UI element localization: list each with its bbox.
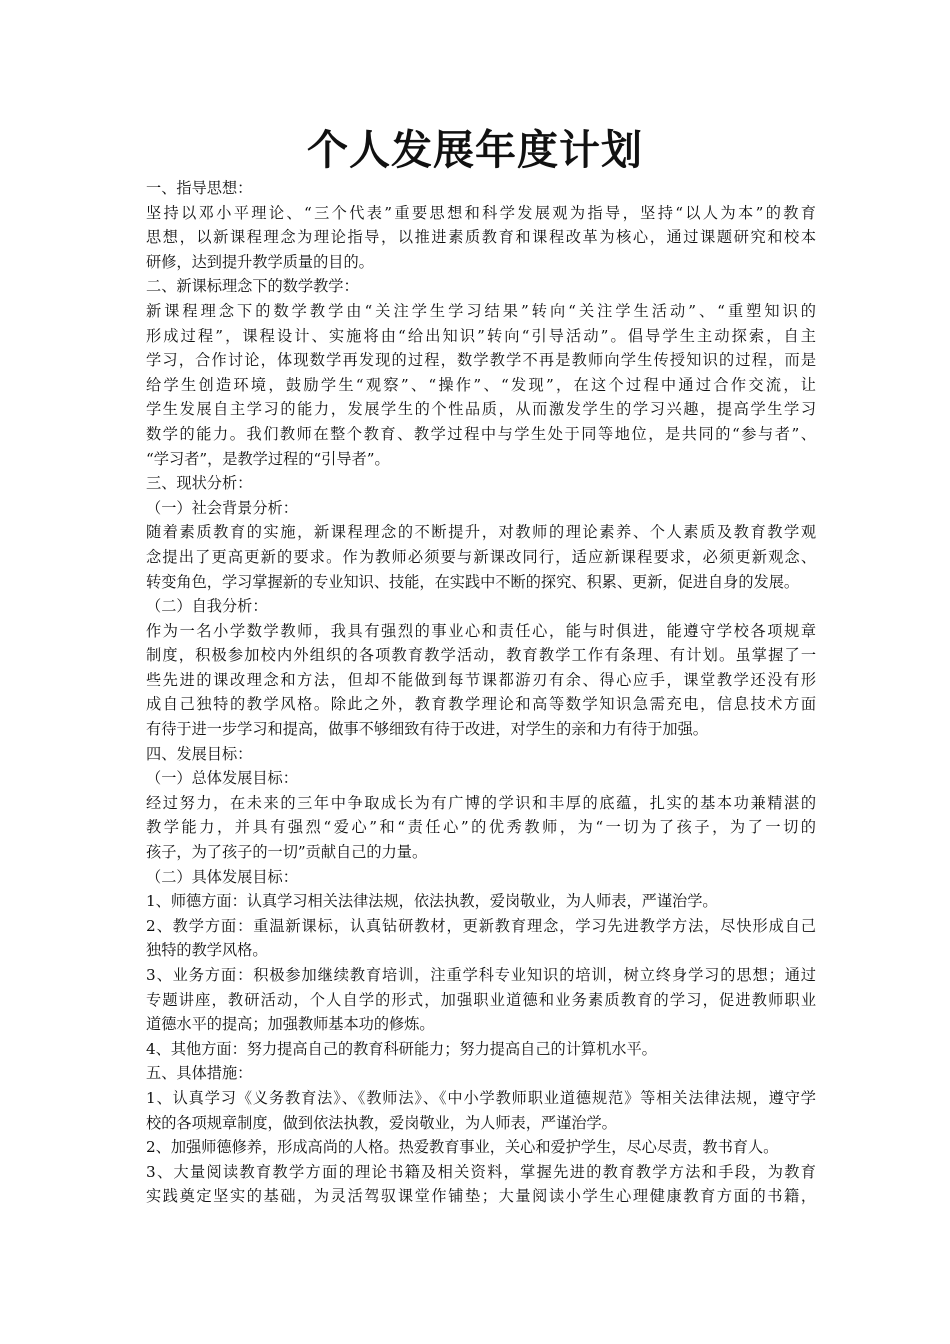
section-heading: （二）自我分析： xyxy=(146,597,268,616)
paragraph-line: 道德水平的提高；加强教师基本功的修炼。 xyxy=(146,1015,435,1034)
paragraph-line: 学习，合作讨论，体现数学再发现的过程，数学教学不再是教师向学生传授知识的过程，而是 xyxy=(146,351,816,370)
paragraph-line: 转变角色，学习掌握新的专业知识、技能，在实践中不断的探究、积累、更新，促进自身的发展。 xyxy=(146,572,800,591)
paragraph-line: 实践奠定坚实的基础，为灵活驾驭课堂作铺垫；大量阅读小学生心理健康教育方面的书籍， xyxy=(146,1187,816,1206)
paragraph-line: 3、业务方面：积极参加继续教育培训，注重学科专业知识的培训，树立终身学习的思想；通过 xyxy=(146,966,816,984)
paragraph-line: 思想，以新课程理念为理论指导，以推进素质教育和课程改革为核心，通过课题研究和校本 xyxy=(146,228,816,247)
section-heading: （一）总体发展目标： xyxy=(146,769,298,788)
paragraph-line: 数学的能力。我们教师在整个教育、教学过程中与学生处于同等地位，是共同的“参与者”、 xyxy=(146,424,816,443)
paragraph-line: 校的各项规章制度，做到依法执教，爱岗敬业，为人师表，严谨治学。 xyxy=(146,1113,617,1132)
paragraph-line: 念提出了更高更新的要求。作为教师必须要与新课改同行，适应新课程要求，必须更新观念、 xyxy=(146,547,816,566)
paragraph-line: 有待于进一步学习和提高，做事不够细致有待于改进，对学生的亲和力有待于加强。 xyxy=(146,720,708,739)
section-heading: 二、新课标理念下的数学教学： xyxy=(146,277,359,296)
paragraph-line: 研修，达到提升教学质量的目的。 xyxy=(146,252,374,271)
paragraph-line: 孩子，为了孩子的一切”贡献自己的力量。 xyxy=(146,843,428,862)
paragraph-line: 给学生创造环境，鼓励学生“观察”、“操作”、“发现”，在这个过程中通过合作交流，让 xyxy=(146,375,816,394)
paragraph-line: 2、教学方面：重温新课标，认真钻研教材，更新教育理念，学习先进教学方法，尽快形成自己 xyxy=(146,916,816,935)
paragraph-line: “学习者”，是教学过程的“引导者”。 xyxy=(146,449,390,468)
paragraph-line: 学生发展自主学习的能力，发展学生的个性品质，从而激发学生的学习兴趣，提高学生学习 xyxy=(146,400,816,419)
paragraph-line: 2、加强师德修养，形成高尚的人格。热爱教育事业，关心和爱护学生，尽心尽责，教书育人。 xyxy=(146,1138,779,1157)
paragraph-line: 些先进的课改理念和方法，但却不能做到每节课都游刃有余、得心应手，课堂教学还没有形 xyxy=(146,670,816,689)
paragraph-line: 作为一名小学数学教师，我具有强烈的事业心和责任心，能与时俱进，能遵守学校各项规章 xyxy=(146,621,816,640)
paragraph-line: 成自己独特的教学风格。除此之外，教育教学理论和高等数学知识急需充电，信息技术方面 xyxy=(146,695,816,714)
paragraph-line: 教学能力，并具有强烈“爱心”和“责任心”的优秀教师，为“一切为了孩子，为了一切的 xyxy=(146,818,816,837)
paragraph-line: 制度，积极参加校内外组织的各项教育教学活动，教育教学工作有条理、有计划。虽掌握了一 xyxy=(146,646,816,665)
section-heading: 四、发展目标： xyxy=(146,744,253,763)
section-heading: 五、具体措施： xyxy=(146,1064,253,1083)
section-heading: （一）社会背景分析： xyxy=(146,498,298,517)
document-body xyxy=(146,176,816,1209)
paragraph-line: 形成过程”，课程设计、实施将由“给出知识”转向“引导活动”。倡导学生主动探索，自主 xyxy=(146,326,816,345)
document-title: 个人发展年度计划 xyxy=(307,126,643,174)
section-heading: 三、现状分析： xyxy=(146,474,253,493)
paragraph-line: 独特的教学风格。 xyxy=(146,941,268,960)
paragraph-line: 3、大量阅读教育教学方面的理论书籍及相关资料，掌握先进的教育教学方法和手段，为教育 xyxy=(146,1162,816,1181)
paragraph-line: 新课程理念下的数学教学由“关注学生学习结果”转向“关注学生活动”、“重塑知识的 xyxy=(146,301,816,320)
paragraph-line: 4、其他方面：努力提高自己的教育科研能力；努力提高自己的计算机水平。 xyxy=(146,1039,657,1058)
paragraph-line: 经过努力，在未来的三年中争取成长为有广博的学识和丰厚的底蕴，扎实的基本功兼精湛的 xyxy=(146,793,816,812)
paragraph-line: 随着素质教育的实施，新课程理念的不断提升，对教师的理论素养、个人素质及教育教学观 xyxy=(146,523,816,542)
section-heading: （二）具体发展目标： xyxy=(146,867,298,886)
section-heading: 一、指导思想： xyxy=(146,179,253,197)
paragraph-line: 专题讲座，教研活动，个人自学的形式，加强职业道德和业务素质教育的学习，促进教师职业 xyxy=(146,990,816,1009)
paragraph-line: 1、师德方面：认真学习相关法律法规，依法执教，爱岗敬业，为人师表，严谨治学。 xyxy=(146,892,718,911)
paragraph-line: 坚持以邓小平理论、“三个代表”重要思想和科学发展观为指导，坚持“以人为本”的教育 xyxy=(146,203,816,222)
paragraph-line: 1、认真学习《义务教育法》、《教师法》、《中小学教师职业道德规范》等相关法律法规，遵守学 xyxy=(146,1088,816,1107)
